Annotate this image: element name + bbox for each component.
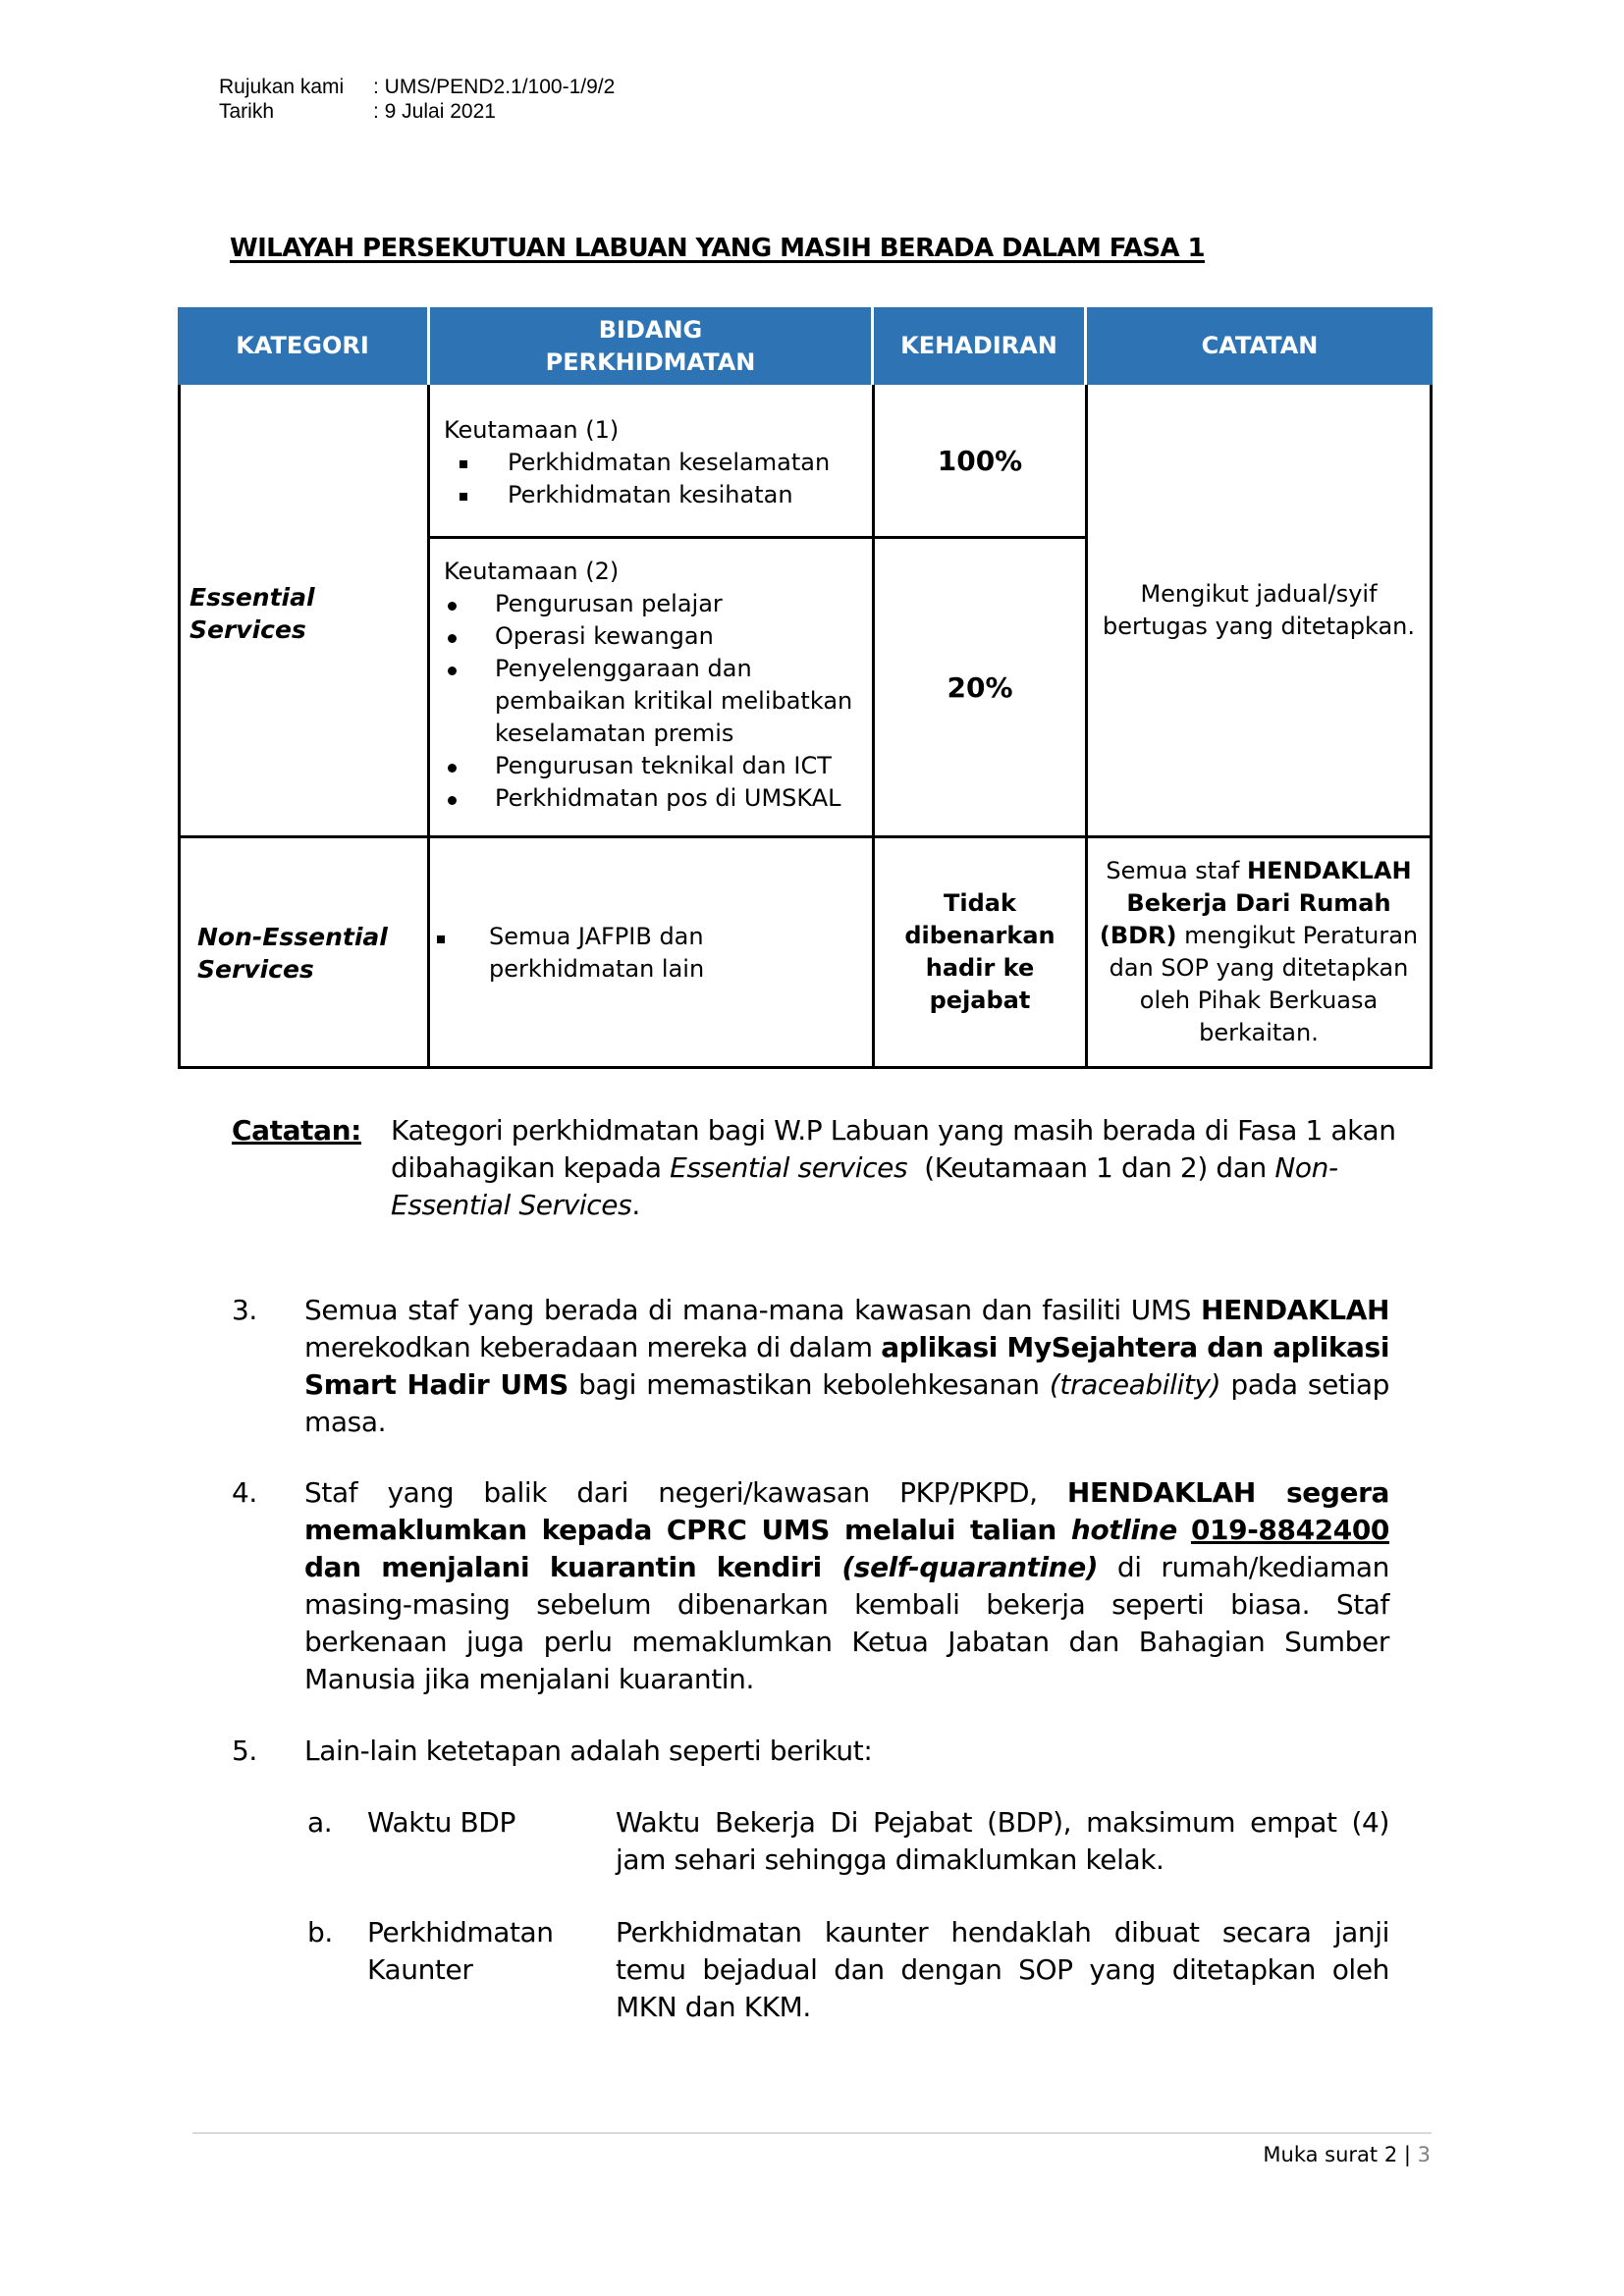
catatan-ne-line6: berkaitan. (1199, 1019, 1319, 1046)
sub-item-label-line1: Perkhidmatan (367, 1916, 554, 1949)
catatan-ne-line4: dan SOP yang ditetapkan (1109, 954, 1409, 982)
note-text (391, 1112, 1404, 1224)
paragraph-number: 5. (232, 1735, 257, 1767)
note-italic-segment: Non- (1274, 1151, 1338, 1184)
kategori-essential-line1: Essential (189, 583, 315, 612)
kehadiran-100: 100% (937, 444, 1023, 477)
square-bullet-icon (460, 493, 467, 501)
header-kehadiran: KEHADIRAN (874, 307, 1084, 385)
square-bullet-icon (437, 935, 445, 943)
text-segment: Staf yang balik dari negeri/kawasan PKP/PKPD, (304, 1476, 1067, 1509)
bullet-dot-icon (448, 764, 457, 773)
header-catatan: CATATAN (1087, 307, 1433, 385)
note-label (232, 1112, 361, 1149)
keutamaan-2-item: Pengurusan pelajar (495, 590, 723, 617)
non-essential-item-line2: perkhidmatan lain (489, 955, 705, 983)
note-text-segment: . (631, 1189, 640, 1221)
bold-segment: HENDAKLAH (1201, 1294, 1389, 1326)
table-border-left (178, 385, 181, 1069)
italic-segment: (traceability) (1049, 1368, 1221, 1401)
header-kategori: KATEGORI (178, 307, 427, 385)
kategori-essential (189, 581, 315, 646)
keutamaan-2-item: Perkhidmatan pos di UMSKAL (495, 784, 841, 812)
kehadiran-tidak-dibenarkan (875, 838, 1085, 1066)
keutamaan-1-item: Perkhidmatan kesihatan (508, 481, 793, 508)
sub-item-label (367, 1914, 554, 1989)
page-number-label: Muka surat 2 (1263, 2143, 1398, 2166)
table-header (178, 307, 1433, 385)
page-footer (1263, 2143, 1431, 2166)
sub-item-label-line2: Kaunter (367, 1953, 473, 1986)
hotline-number: 019-8842400 (1190, 1514, 1389, 1546)
reference-value: : UMS/PEND2.1/100-1/9/2 (373, 76, 616, 98)
header-bidang (430, 307, 871, 385)
text-segment: Semua staf yang berada di mana-mana kawasan dan fasiliti UMS (304, 1294, 1202, 1326)
footer-separator: | (1397, 2143, 1418, 2166)
note-line3 (391, 1187, 1404, 1224)
bullet-dot-icon (448, 667, 457, 675)
keutamaan-2-item: Pengurusan teknikal dan ICT (495, 752, 832, 779)
catatan-ne-line3 (1100, 920, 1418, 952)
non-essential-item-line1: Semua JAFPIB dan (489, 923, 704, 950)
catatan-essential-line2: bertugas yang ditetapkan. (1103, 612, 1415, 640)
catatan-text: Semua staf (1106, 857, 1247, 884)
keutamaan-2-heading: Keutamaan (2) (444, 558, 620, 585)
bullet-dot-icon (448, 796, 457, 805)
keutamaan-2-item-cont: keselamatan premis (495, 720, 734, 747)
kehadiran-line: hadir ke (925, 954, 1035, 982)
kategori-non-essential-line1: Non-Essential (197, 923, 388, 951)
note-text-segment: (Keutamaan 1 dan 2) dan (907, 1151, 1275, 1184)
keutamaan-2-item: Operasi kewangan (495, 622, 714, 650)
sub-item-desc: Perkhidmatan kaunter hendaklah dibuat secara janji temu bejadual dan dengan SOP yang ditetapkan oleh MKN dan KKM. (616, 1916, 1389, 2023)
square-bullet-icon (460, 460, 467, 468)
bold-italic-segment: (self-quarantine) (841, 1551, 1099, 1583)
kategori-non-essential (197, 921, 388, 986)
catatan-essential-line1: Mengikut jadual/syif (1140, 579, 1378, 608)
catatan-text: mengikut Peraturan (1176, 922, 1419, 949)
catatan-essential (1088, 385, 1430, 835)
header-bidang-line2: PERKHIDMATAN (545, 347, 756, 376)
date-label: Tarikh (219, 100, 275, 123)
keutamaan-1-item: Perkhidmatan keselamatan (508, 449, 831, 476)
paragraph-text (304, 1474, 1389, 1698)
kategori-non-essential-line2: Services (197, 955, 314, 984)
catatan-bold-text: (BDR) (1099, 922, 1177, 949)
note-line1: Kategori perkhidmatan bagi W.P Labuan yang masih berada di Fasa 1 akan (391, 1114, 1396, 1147)
paragraph-number: 4. (232, 1476, 257, 1509)
paragraph-text (304, 1292, 1389, 1441)
keutamaan-2-item-cont: pembaikan kritikal melibatkan (495, 687, 853, 715)
sub-item-desc: Waktu Bekerja Di Pejabat (BDP), maksimum empat (4) jam sehari sehingga dimaklumkan kelak. (616, 1806, 1389, 1876)
table-divider-col1 (427, 385, 430, 1069)
catatan-non-essential (1088, 838, 1430, 1066)
note-line2 (391, 1149, 1404, 1187)
bold-segment: aplikasi MySejahtera dan aplikasi Smart Hadir UMS (304, 1331, 1390, 1401)
catatan-ne-line2: Bekerja Dari Rumah (1126, 889, 1391, 917)
bold-segment: dan menjalani kuarantin kendiri (304, 1551, 842, 1583)
footer-divider (192, 2132, 1432, 2134)
sub-item-letter: b. (307, 1916, 333, 1949)
table-border-bottom (178, 1066, 1433, 1069)
table-border-right (1430, 385, 1433, 1069)
reference-label: Rujukan kami (219, 76, 345, 98)
text-segment: di rumah/kediaman masing-masing sebelum dibenarkan kembali bekerja seperti biasa. Staf berkenaan juga perlu memaklumkan Ketua Jabatan dan Bahagian Sumber Manusia jika menjalani kuarantin. (304, 1551, 1389, 1695)
text-segment: bagi memastikan kebolehkesanan (568, 1368, 1050, 1401)
bold-segment: HENDAKLAH segera memaklumkan kepada CPRC UMS melalui talian (304, 1476, 1389, 1546)
header-bidang-line1: BIDANG (598, 315, 703, 344)
paragraph-number: 3. (232, 1294, 257, 1326)
kehadiran-20: 20% (947, 670, 1013, 704)
keutamaan-2-item: Penyelenggaraan dan (495, 655, 752, 682)
note-italic-segment: Essential services (670, 1151, 908, 1184)
date-value: : 9 Julai 2021 (373, 100, 496, 123)
kategori-essential-line2: Services (189, 615, 306, 644)
sub-item-label: Waktu BDP (367, 1806, 515, 1839)
text-segment: merekodkan keberadaan mereka di dalam (304, 1331, 882, 1363)
bullet-dot-icon (448, 602, 457, 611)
note-italic-segment: Essential Services (391, 1189, 632, 1221)
bold-italic-segment: hotline (1070, 1514, 1177, 1546)
kehadiran-line: Tidak (944, 889, 1016, 917)
sub-item-letter: a. (307, 1806, 333, 1839)
catatan-ne-line5: oleh Pihak Berkuasa (1139, 987, 1379, 1014)
kehadiran-line: dibenarkan (904, 922, 1056, 949)
keutamaan-1-heading: Keutamaan (1) (444, 416, 620, 444)
document-title: WILAYAH PERSEKUTUAN LABUAN YANG MASIH BERADA DALAM FASA 1 (230, 234, 1205, 263)
note-label-text: Catatan: (232, 1114, 361, 1147)
text-segment: pada setiap masa. (304, 1368, 1389, 1438)
catatan-bold-text: HENDAKLAH (1247, 857, 1412, 884)
non-essential-items (489, 921, 704, 986)
catatan-ne-line1 (1106, 855, 1411, 887)
paragraph-text: Lain-lain ketetapan adalah seperti berikut: (304, 1735, 873, 1767)
kehadiran-line: pejabat (929, 987, 1031, 1014)
bullet-dot-icon (448, 634, 457, 643)
note-text-segment: dibahagikan kepada (391, 1151, 671, 1184)
total-pages: 3 (1417, 2143, 1431, 2166)
